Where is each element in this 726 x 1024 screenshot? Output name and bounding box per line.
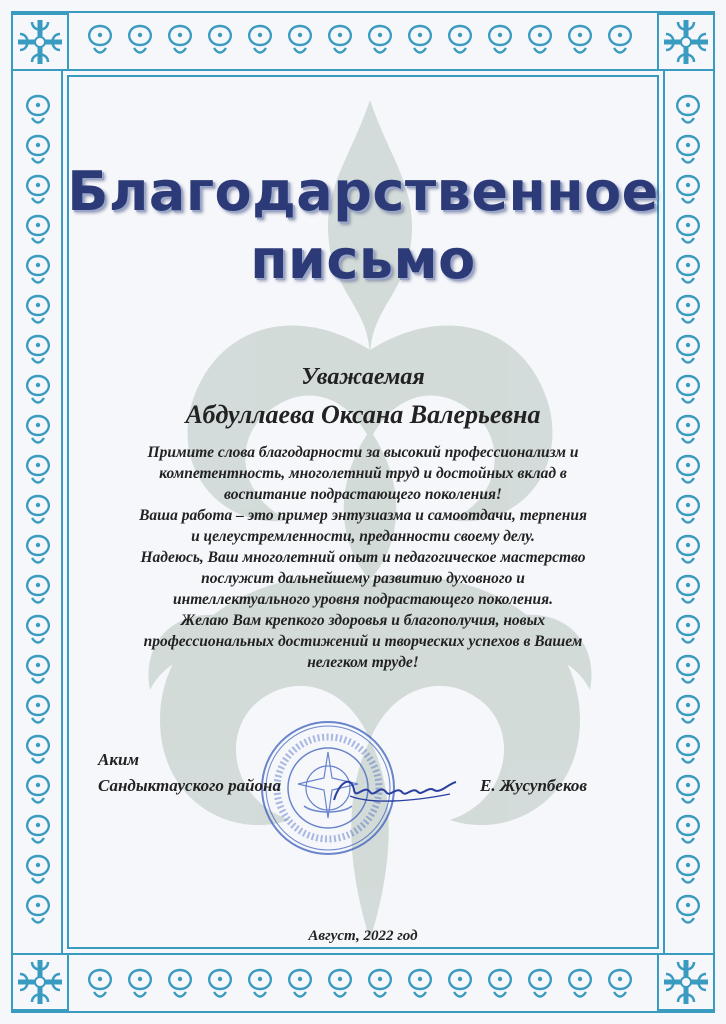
body-line: послужит дальнейшему развитию духовного и [201, 570, 525, 587]
document-title-line2: письмо [250, 228, 476, 291]
body-line: компетентность, многолетний труд и достойных вклад в [159, 465, 567, 482]
body-line: нелегком труде! [307, 654, 419, 671]
recipient-name: Абдуллаева Оксана Валерьевна [185, 400, 541, 429]
body-line: и целеустремленности, преданности своему делу. [191, 528, 535, 545]
document-title-line1: Благодарственное [67, 160, 659, 223]
signer-position-line1: Аким [98, 750, 140, 769]
cross-ornament-icon [658, 14, 714, 70]
body-line: воспитание подрастающего поколения! [224, 486, 502, 503]
handwritten-signature [330, 770, 460, 810]
cross-ornament-icon [12, 954, 68, 1010]
body-line: Примите слова благодарности за высокий профессионализм и [147, 444, 579, 461]
body-line: Ваша работа – это пример энтузиазма и самоотдачи, терпения [139, 507, 587, 524]
cross-ornament-icon [658, 954, 714, 1010]
signer-position-line2: Сандыктауского района [98, 776, 281, 795]
body-line: профессиональных достижений и творческих успехов в Вашем [143, 633, 583, 650]
salutation: Уважаемая [301, 364, 425, 390]
body-line: Желаю Вам крепкого здоровья и благополучия, новых [180, 612, 546, 629]
letter-body [78, 442, 648, 673]
body-line: Надеюсь, Ваш многолетний опыт и педагогическое мастерство [140, 549, 586, 566]
body-line: интеллектуального уровня подрастающего поколения. [172, 591, 554, 608]
document-date: Август, 2022 год [308, 928, 418, 944]
signer-name: Е. Жусупбеков [480, 776, 588, 795]
cross-ornament-icon [12, 14, 68, 70]
